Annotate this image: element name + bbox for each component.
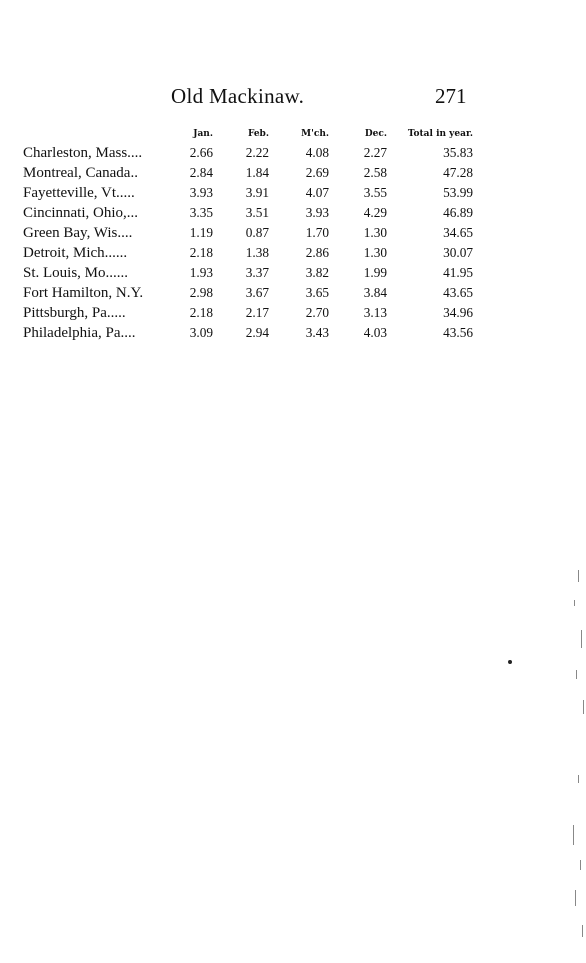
jan-cell: 3.93 [189, 185, 213, 200]
march-cell: 3.93 [305, 205, 329, 220]
page-number: 271 [435, 84, 467, 108]
march-cell: 1.70 [305, 225, 329, 240]
march-cell: 2.86 [305, 245, 329, 260]
march-cell: 3.82 [305, 265, 329, 280]
jan-cell: 2.18 [189, 305, 213, 320]
total-cell: 47.28 [443, 165, 473, 180]
dec-cell: 4.03 [363, 325, 387, 340]
table-row [23, 183, 473, 203]
place-cell: St. Louis, Mo...... [23, 264, 129, 281]
place-cell: Montreal, Canada.. [23, 164, 138, 181]
feb-cell: 2.17 [245, 305, 269, 320]
table-row [23, 263, 473, 283]
total-cell: 34.96 [443, 305, 473, 320]
total-cell: 34.65 [443, 225, 473, 240]
place-cell: Fort Hamilton, N.Y. [23, 284, 144, 301]
feb-cell: 2.22 [245, 145, 269, 160]
jan-cell: 2.66 [189, 145, 213, 160]
table-row [23, 303, 473, 323]
total-cell: 53.99 [443, 185, 473, 200]
dec-cell: 1.30 [363, 225, 387, 240]
feb-cell: 2.94 [245, 325, 269, 340]
place-cell: Cincinnati, Ohio,... [23, 204, 138, 221]
total-cell: 30.07 [443, 245, 473, 260]
feb-cell: 1.84 [245, 165, 269, 180]
column-header-feb: Feb. [247, 129, 269, 139]
place-cell: Detroit, Mich...... [23, 244, 128, 261]
feb-cell: 3.37 [245, 265, 269, 280]
feb-cell: 3.67 [245, 285, 269, 300]
table-row [23, 323, 473, 343]
ink-speck [508, 660, 512, 664]
column-header-place [23, 128, 177, 143]
march-cell: 3.43 [305, 325, 329, 340]
table-row [23, 223, 473, 243]
feb-cell: 0.87 [245, 225, 269, 240]
march-cell: 4.08 [305, 145, 329, 160]
march-cell: 2.70 [305, 305, 329, 320]
total-cell: 35.83 [443, 145, 473, 160]
place-cell: Philadelphia, Pa.... [23, 324, 136, 341]
table-row [23, 283, 473, 303]
jan-cell: 3.09 [189, 325, 213, 340]
feb-cell: 3.51 [245, 205, 269, 220]
page-header [0, 84, 586, 114]
jan-cell: 1.19 [189, 225, 213, 240]
feb-cell: 3.91 [245, 185, 269, 200]
jan-cell: 3.35 [189, 205, 213, 220]
total-cell: 46.89 [443, 205, 473, 220]
column-header-march: M'ch. [301, 129, 329, 139]
march-cell: 4.07 [305, 185, 329, 200]
jan-cell: 2.84 [189, 165, 213, 180]
place-cell: Fayetteville, Vt..... [23, 184, 135, 201]
jan-cell: 2.18 [189, 245, 213, 260]
dec-cell: 1.30 [363, 245, 387, 260]
dec-cell: 1.99 [363, 265, 387, 280]
feb-cell: 1.38 [245, 245, 269, 260]
total-cell: 43.56 [443, 325, 473, 340]
page-title: Old Mackinaw. [171, 84, 305, 108]
rainfall-table [23, 128, 473, 343]
column-header-jan: Jan. [193, 129, 213, 139]
column-header-dec: Dec. [364, 129, 387, 139]
table-row [23, 163, 473, 183]
place-cell: Pittsburgh, Pa..... [23, 304, 126, 321]
dec-cell: 4.29 [363, 205, 387, 220]
column-header-total: Total in year. [407, 129, 473, 139]
place-cell: Green Bay, Wis.... [23, 224, 133, 241]
march-cell: 3.65 [305, 285, 329, 300]
place-cell: Charleston, Mass.... [23, 144, 143, 161]
dec-cell: 2.27 [363, 145, 387, 160]
table-header-row [23, 128, 473, 143]
total-cell: 41.95 [443, 265, 473, 280]
march-cell: 2.69 [305, 165, 329, 180]
dec-cell: 3.13 [363, 305, 387, 320]
table-row [23, 203, 473, 223]
dec-cell: 3.55 [363, 185, 387, 200]
jan-cell: 2.98 [189, 285, 213, 300]
scan-edge-marks [572, 560, 586, 960]
table-row [23, 143, 473, 163]
total-cell: 43.65 [443, 285, 473, 300]
dec-cell: 3.84 [363, 285, 387, 300]
dec-cell: 2.58 [363, 165, 387, 180]
table-row [23, 243, 473, 263]
jan-cell: 1.93 [189, 265, 213, 280]
